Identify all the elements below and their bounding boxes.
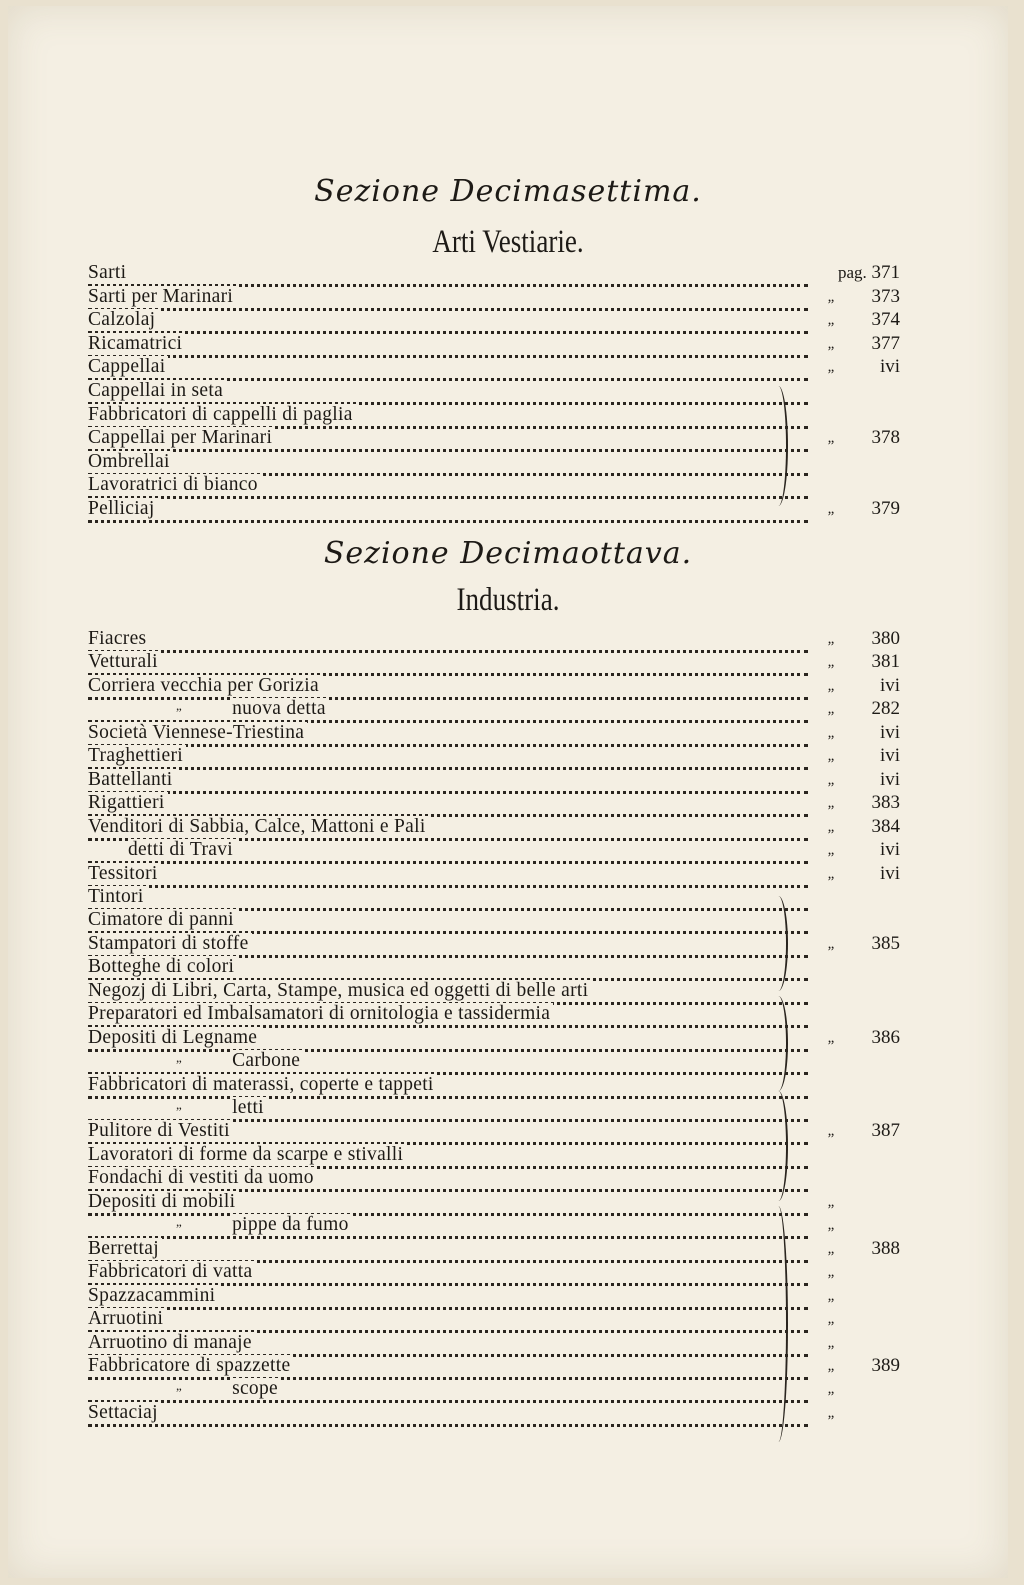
index-entry [88,933,252,957]
index-entry [88,451,173,475]
entry-label: Rigattieri [88,792,168,813]
dot-leader [88,333,808,358]
index-entry [88,1238,162,1262]
entry-label: Depositi di mobili [88,1191,238,1212]
ditto-mark: „ [176,698,183,714]
page-number [848,816,900,838]
page-value: 389 [871,1354,900,1376]
index-entry [88,956,237,980]
page-value: 373 [871,285,900,307]
dot-leader [88,651,808,676]
page-number [848,839,900,861]
ditto-mark: „ [827,748,835,765]
page-value: ivi [879,356,900,378]
entry-label: Preparatori ed Imbalsamatori di ornitologia e tassidermia [88,1003,553,1024]
page-value: ivi [879,721,900,743]
page-number [848,863,900,885]
entry-label: Sarti [88,262,129,283]
ditto-mark: „ [827,501,835,517]
page-number [848,745,900,767]
entry-label: Vetturali [88,651,161,672]
section-17-heading: Sezione Decimasettima. [314,174,702,209]
index-entry [88,427,275,451]
page-number [848,1355,900,1377]
ditto-mark: „ [827,1240,835,1257]
section-17-title: Arti Vestiarie. [432,224,584,260]
index-entry [88,1120,233,1144]
entry-label: Negozj di Libri, Carta, Stampe, musica ed oggetti di belle arti [88,980,591,1001]
dot-leader [88,262,808,287]
page-number [848,698,900,720]
page-value: 384 [871,815,900,837]
index-entry [88,474,261,498]
entry-label: detti di Travi [128,839,236,860]
ditto-mark: „ [827,359,835,376]
dot-leader [88,1402,808,1427]
ditto-mark: „ [827,1217,835,1234]
page-number [848,675,900,697]
index-entry [88,792,168,816]
entry-label: Tessitori [88,863,161,884]
ditto-mark: „ [827,724,835,741]
page-value: 371 [871,262,900,283]
entry-label: Arruotini [88,1308,166,1329]
dot-leader [88,356,808,381]
page-value: 387 [871,1120,900,1142]
page-number [848,1238,900,1260]
page-value: ivi [879,674,900,696]
entry-label: Botteghe di colori [88,956,237,977]
page-value: 383 [871,792,900,814]
index-entry [88,698,329,722]
dot-leader [88,1308,808,1333]
entry-label: Venditori di Sabbia, Calce, Mattoni e Pali [88,816,429,837]
page-value: ivi [879,839,900,861]
entry-label: Fabbricatori di cappelli di paglia [88,404,356,425]
dot-leader [88,1214,808,1239]
page-value: 377 [871,332,900,354]
entry-label: Berrettaj [88,1238,162,1259]
dot-leader [88,792,808,817]
ditto-mark: „ [827,631,835,647]
index-entry [88,769,176,793]
entry-label: Arruotino di manaje [88,1332,255,1353]
index-entry [88,1308,166,1332]
index-entry [88,1332,255,1356]
ditto-mark: „ [827,1381,835,1398]
page-number [848,651,900,673]
entry-label: Traghettieri [88,745,186,766]
entry-label: Fabbricatori di materassi, coperte e tappeti [88,1074,437,1095]
ditto-mark: „ [827,771,835,788]
index-entry [88,404,356,428]
index-entry [88,1402,161,1426]
entry-label: Tintori [88,886,147,907]
index-entry [88,1355,293,1379]
ditto-mark: „ [827,1029,835,1046]
ditto-mark: „ [827,677,835,694]
page-prefix: pag. [837,263,867,282]
dot-leader [88,498,808,523]
ditto-mark: „ [827,842,835,859]
page-number [848,769,900,791]
index-entry [88,356,168,380]
ditto-mark: „ [827,1264,835,1281]
ditto-mark: „ [827,1311,835,1328]
index-entry [88,286,236,310]
entry-label: Calzolaj [88,309,158,330]
page-value: ivi [879,745,900,767]
ditto-mark: „ [176,1097,183,1112]
entry-label: Battellanti [88,769,176,790]
ditto-mark: „ [827,335,835,352]
entry-label: Ricamatrici [88,333,185,354]
ditto-mark: „ [176,1214,183,1230]
ditto-mark: „ [827,288,835,305]
page-value: 379 [871,498,900,519]
ditto-mark: „ [827,654,835,671]
dot-leader [88,628,808,653]
entry-label: pippe da fumo [232,1214,352,1235]
dot-leader [88,886,808,911]
index-entry [88,839,236,863]
entry-label: Settaciaj [88,1402,161,1423]
entry-label: Stampatori di stoffe [88,933,252,954]
entry-label: Pulitore di Vestiti [88,1120,233,1141]
ditto-mark: „ [827,430,835,447]
page-value: ivi [879,768,900,790]
page-value: 374 [871,309,900,331]
entry-label: Lavoratori di forme da scarpe e stivalli [88,1144,406,1165]
page-value: 388 [871,1237,900,1259]
entry-label: Società Viennese-Triestina [88,722,307,743]
index-entry [88,1097,267,1121]
page-value: 380 [871,628,900,649]
page-value: 385 [871,932,900,954]
entry-label: Ombrellai [88,451,173,472]
entry-label: letti [232,1097,267,1118]
entry-label: Cappellai [88,356,168,377]
index-entry [88,745,186,769]
index-entry [88,1214,352,1238]
index-entry [88,1167,317,1191]
entry-label: scope [232,1378,281,1399]
index-entry [88,333,185,357]
entry-label: Spazzacammini [88,1285,218,1306]
ditto-mark: „ [827,312,835,329]
index-entry [88,1285,218,1309]
index-entry [88,675,322,699]
index-entry [88,309,158,333]
index-entry [88,1050,303,1074]
dot-leader [88,451,808,476]
entry-label: Carbone [232,1050,303,1071]
page-value: ivi [879,862,900,884]
ditto-mark: „ [827,935,835,952]
index-entry [88,816,429,840]
index-entry [88,498,158,522]
entry-label: Fabbricatori di vatta [88,1261,255,1282]
index-entry [88,886,147,910]
ditto-mark: „ [827,701,835,718]
section-18-heading: Sezione Decimaottava. [323,536,693,571]
entry-label: Fiacres [88,628,149,649]
ditto-mark: „ [827,1287,835,1304]
page-number [848,427,900,449]
page-value: 381 [871,651,900,673]
ditto-mark: „ [827,865,835,882]
index-entry [88,1191,238,1215]
page-value: 386 [871,1026,900,1048]
index-entry [88,1144,406,1168]
entry-label: Fondachi di vestiti da uomo [88,1167,317,1188]
index-entry [88,1027,260,1051]
page-number [848,286,900,308]
page-number [848,722,900,744]
index-entry [88,380,226,404]
ditto-mark: „ [827,795,835,812]
ditto-mark: „ [827,1357,835,1374]
page-number [848,628,900,650]
page-number [808,262,900,284]
page-number [848,1120,900,1142]
entry-label: Fabbricatore di spazzette [88,1355,293,1376]
dot-leader [88,1050,808,1075]
ditto-mark: „ [176,1050,183,1066]
book-page [8,6,1008,1578]
page-number [848,498,900,520]
ditto-mark: „ [176,1378,183,1394]
page-value: 378 [871,427,900,449]
entry-label: Cappellai in seta [88,380,226,401]
index-entry [88,909,237,933]
dot-leader [88,698,808,723]
ditto-mark: „ [827,1404,835,1421]
entry-label: Cimatore di panni [88,909,237,930]
index-entry [88,980,591,1004]
dot-leader [88,863,808,888]
index-entry [88,1261,255,1285]
index-entry [88,262,129,286]
page-number [848,356,900,378]
entry-label: Corriera vecchia per Gorizia [88,675,322,696]
index-entry [88,651,161,675]
entry-label: Lavoratrici di bianco [88,474,261,495]
page-number [848,792,900,814]
ditto-mark: „ [827,1123,835,1140]
index-entry [88,863,161,887]
index-entry [88,628,149,652]
dot-leader [88,1238,808,1263]
entry-label: Cappellai per Marinari [88,427,275,448]
page-value: 282 [871,698,900,720]
page-number [848,333,900,355]
index-entry [88,1074,437,1098]
entry-label: Sarti per Marinari [88,286,236,307]
ditto-mark: „ [827,818,835,835]
index-entry [88,722,307,746]
section-18-title: Industria. [456,582,560,618]
entry-label: nuova detta [232,698,329,719]
page-number [848,309,900,331]
index-entry [88,1003,553,1027]
page-number [848,933,900,955]
index-entry [88,1378,281,1402]
ditto-mark: „ [827,1193,835,1210]
dot-leader [88,309,808,334]
dot-leader [88,745,808,770]
dot-leader [88,1097,808,1122]
entry-label: Pelliciaj [88,498,158,519]
dot-leader [88,769,808,794]
entry-label: Depositi di Legname [88,1027,260,1048]
page-number [848,1027,900,1049]
ditto-mark: „ [827,1334,835,1351]
dot-leader [88,1378,808,1403]
